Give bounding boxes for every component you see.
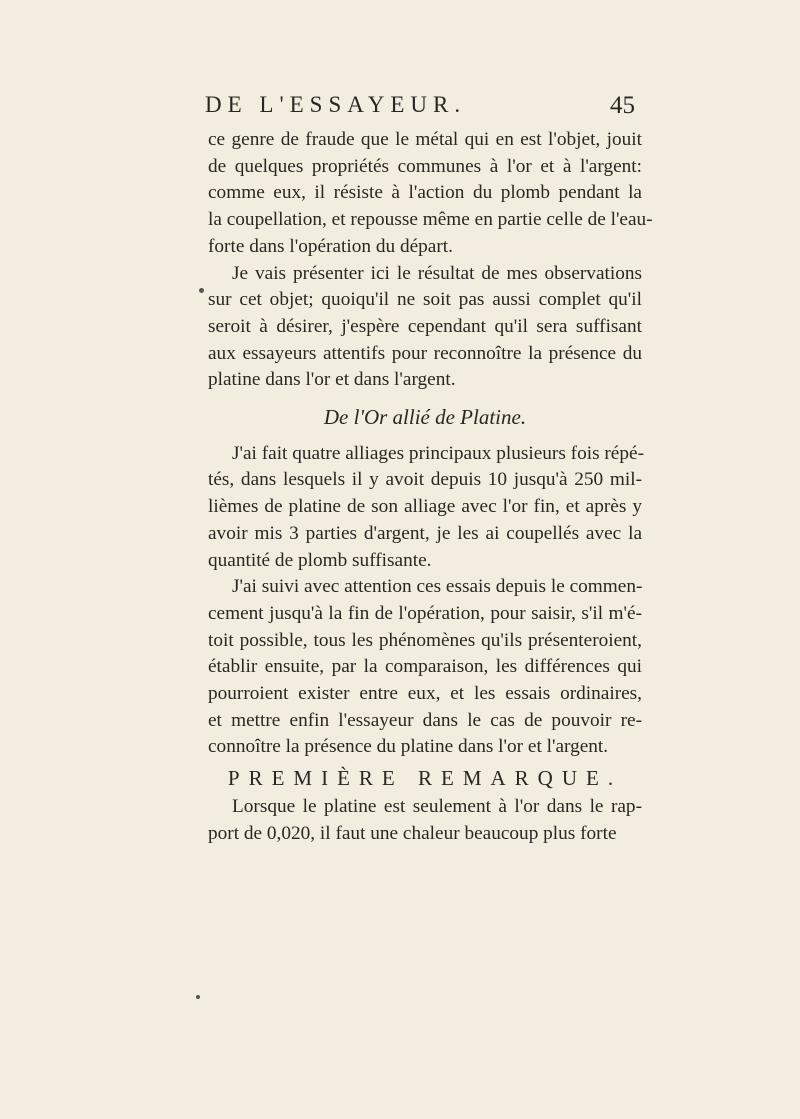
page-number: 45 [610, 92, 635, 119]
text-line: établir ensuite, par la comparaison, les différences qui [208, 656, 642, 678]
text-line: et mettre enfin l'essayeur dans le cas de pouvoir re- [208, 709, 642, 731]
text-line: ce genre de fraude que le métal qui en est l'objet, jouit [208, 129, 642, 150]
text-line: pourroient exister entre eux, et les essais ordinaires, [208, 683, 642, 705]
body-text [208, 127, 653, 847]
text-line: connoître la présence du platine dans l'or et l'argent. [208, 736, 609, 758]
paragraph-2 [208, 261, 642, 395]
text-line: port de 0,020, il faut une chaleur beaucoup plus forte [208, 822, 617, 844]
text-line: la coupellation, et repousse même en partie celle de l'eau- [208, 209, 653, 231]
text-line: seroit à désirer, j'espère cependant qu'il sera suffisant [208, 315, 642, 337]
text-line: quantité de plomb suffisante. [208, 549, 432, 571]
text-line: Je vais présenter ici le résultat de mes observations [232, 262, 642, 284]
paragraph-1 [208, 127, 653, 261]
text-line: forte dans l'opération du départ. [208, 235, 453, 257]
ink-speck [199, 288, 204, 293]
text-line: aux essayeurs attentifs pour reconnoître la présence du [208, 342, 642, 364]
running-header [205, 92, 635, 118]
text-line: sur cet objet; quoiqu'il ne soit pas aussi complet qu'il [208, 289, 642, 311]
ink-speck [196, 995, 200, 999]
section-heading: PREMIÈRE REMARQUE. [227, 766, 623, 791]
text-line: toit possible, tous les phénomènes qu'ils présenteroient, [208, 629, 642, 651]
text-line: cement jusqu'à la fin de l'opération, pour saisir, s'il m'é- [208, 602, 642, 624]
text-line: J'ai suivi avec attention ces essais depuis le commen- [232, 576, 643, 598]
paragraph-4 [208, 574, 642, 761]
text-line: lièmes de platine de son alliage avec l'or fin, et après y [208, 496, 642, 518]
text-line: comme eux, il résiste à l'action du plomb pendant la [208, 182, 642, 204]
subheading: De l'Or allié de Platine. [323, 405, 527, 430]
text-line: de quelques propriétés communes à l'or et à l'argent: [208, 155, 642, 177]
text-line: platine dans l'or et dans l'argent. [208, 369, 456, 391]
paragraph-5 [208, 794, 642, 847]
text-line: J'ai fait quatre alliages principaux plusieurs fois répé- [232, 442, 644, 464]
running-title: DE L'ESSAYEUR. [205, 92, 467, 117]
text-line: tés, dans lesquels il y avoit depuis 10 jusqu'à 250 mil- [208, 469, 642, 491]
paragraph-3 [208, 441, 642, 575]
text-line: Lorsque le platine est seulement à l'or dans le rap- [232, 795, 642, 817]
text-line: avoir mis 3 parties d'argent, je les ai coupellés avec la [208, 522, 642, 544]
